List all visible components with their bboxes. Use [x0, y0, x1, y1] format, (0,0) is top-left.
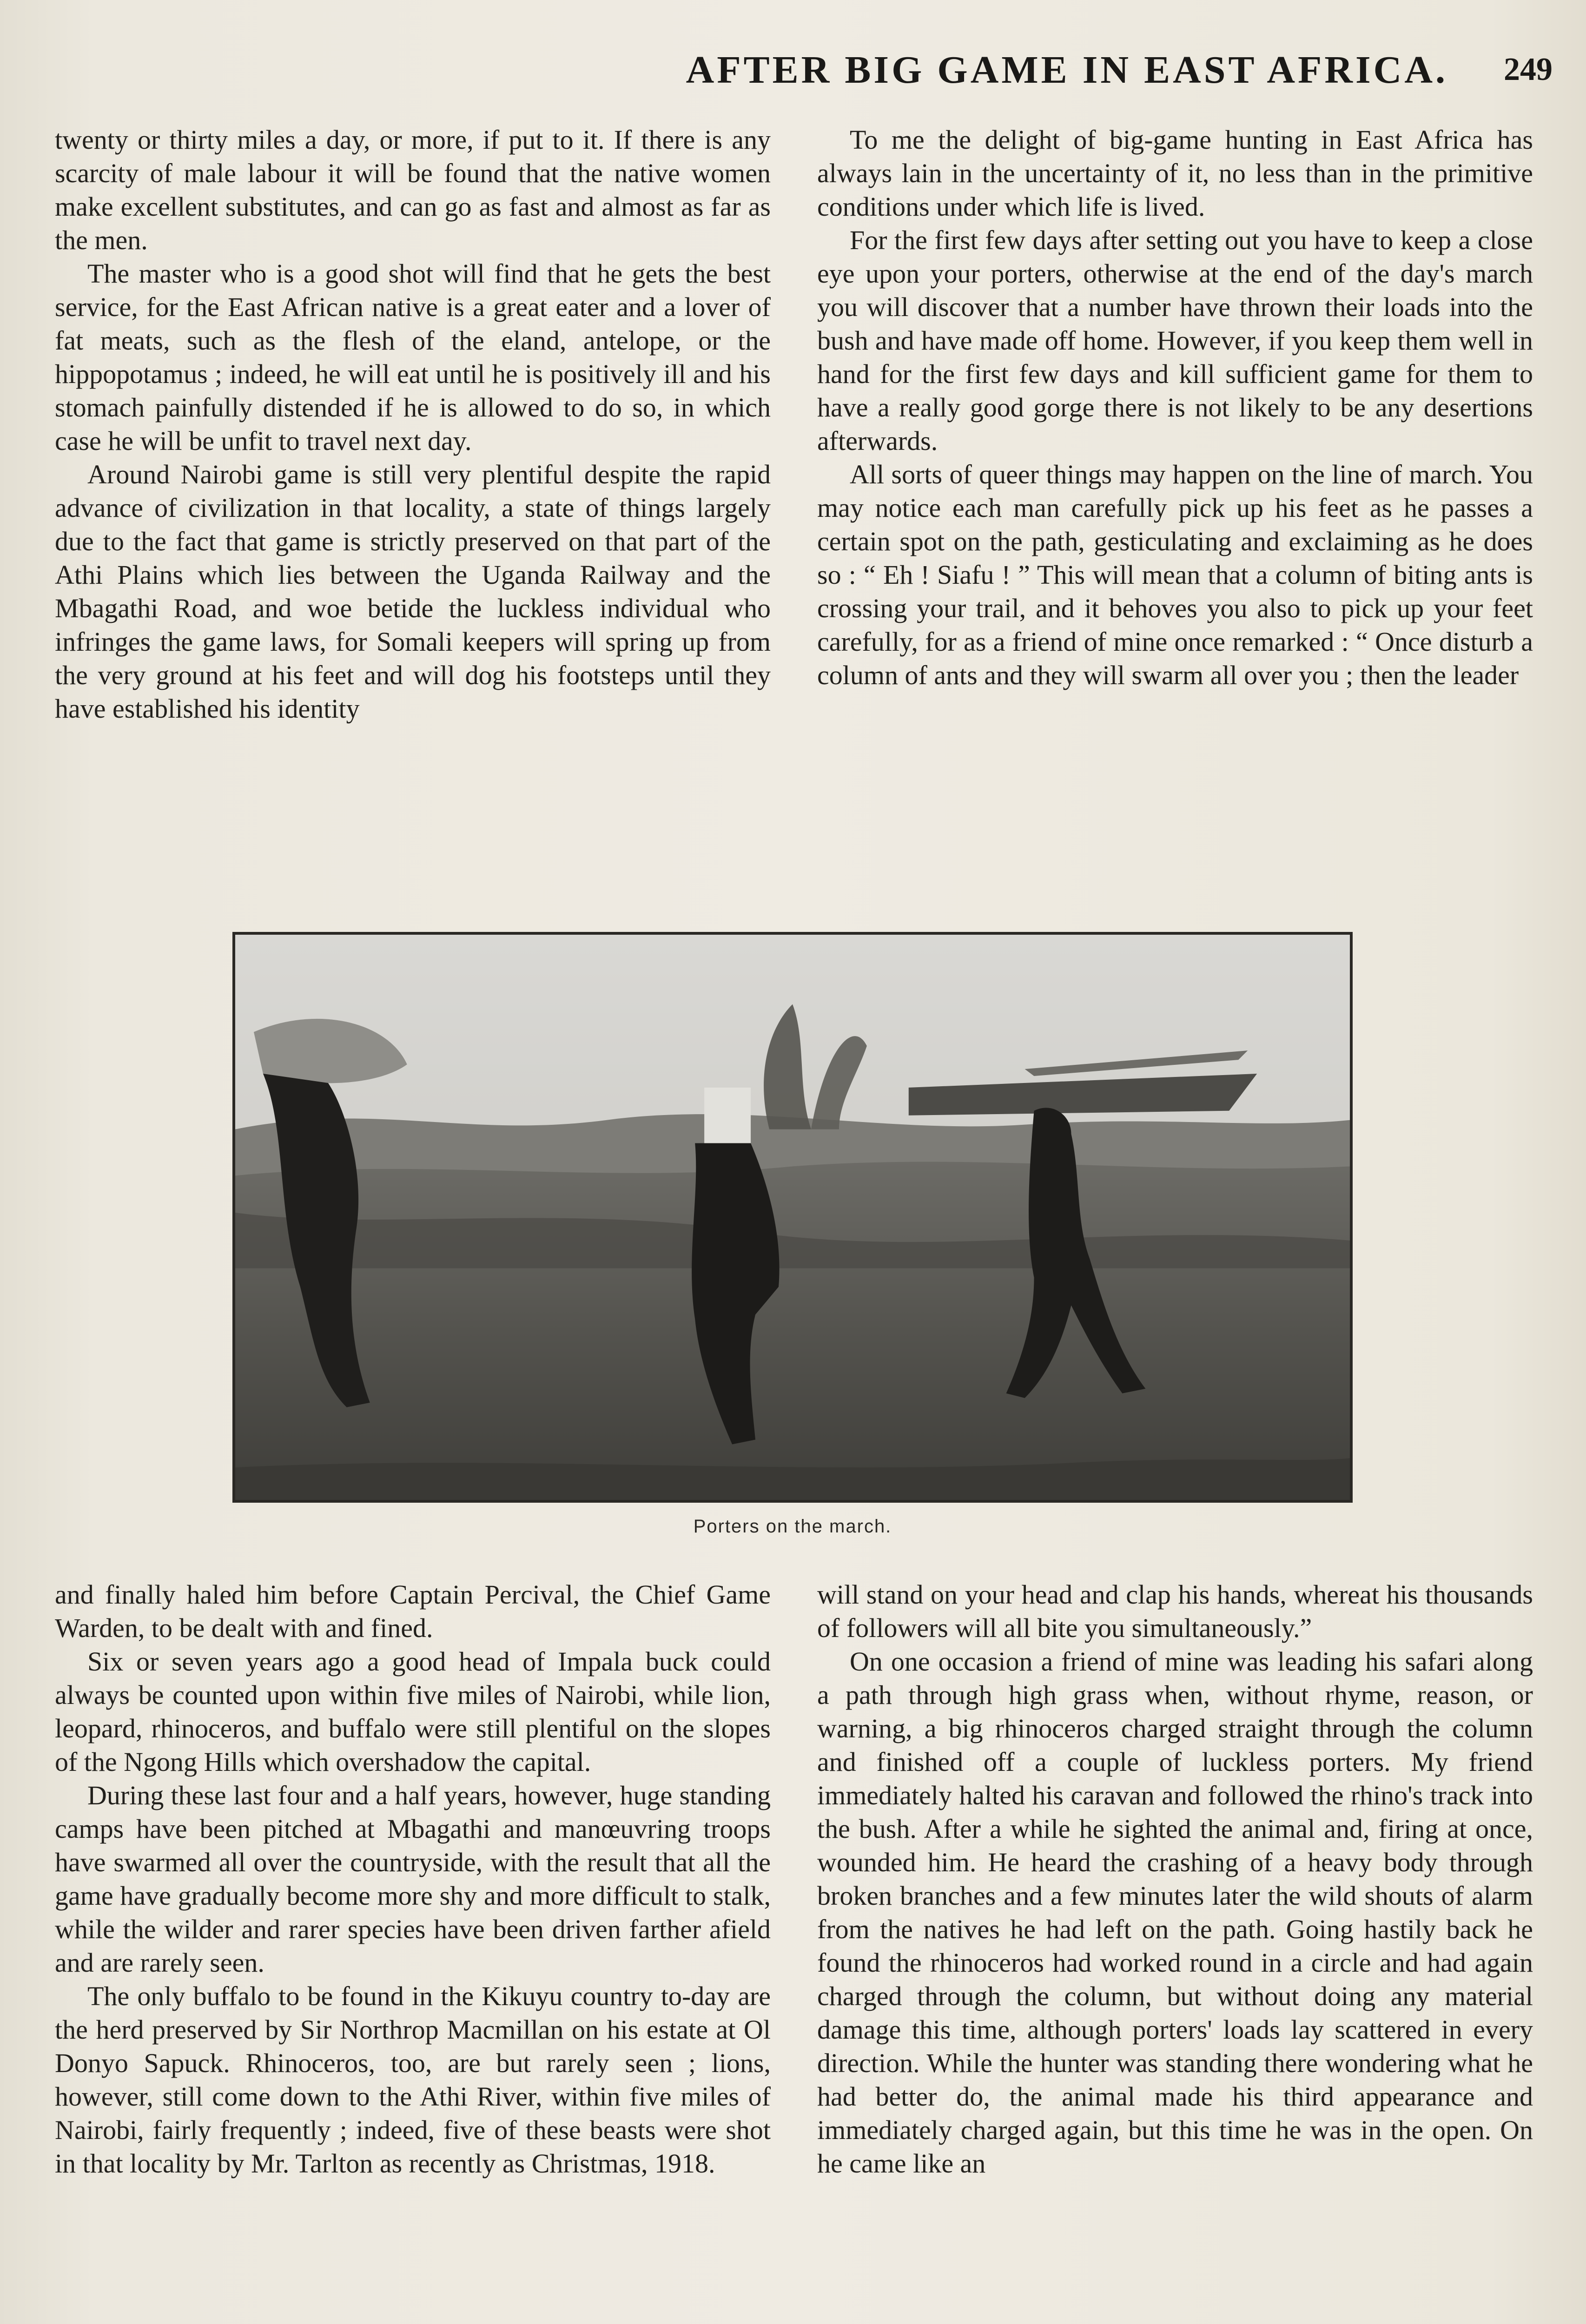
photo-illustration — [235, 935, 1350, 1500]
paragraph: will stand on your head and clap his hands, whereat his thousands of followers will all bite you simultaneously.” — [817, 1579, 1533, 1643]
page-number: 249 — [1504, 52, 1553, 87]
paragraph: The master who is a good shot will find that he gets the best service, for the East African native is a great eater and a lover of fat meats, such as the flesh of the eland, antelope, or the hippopotamus ; indeed, he will eat until he is positively ill and his stomach painfully distended if he is allowed to do so, in which case he will be unfit to travel next day. — [55, 258, 771, 456]
paragraph: For the first few days after setting out you have to keep a close eye upon your porters, otherwise at the end of the day's march you will discover that a number have thrown their loads into the bush and have made off home. However, if you keep them well in hand for the first few days and kill sufficient game for them to have a really good gorge there is not likely to be any desertions afterwards. — [817, 225, 1533, 456]
paragraph: Six or seven years ago a good head of Impala buck could always be counted upon within five miles of Nairobi, while lion, leopard, rhinoceros, and buffalo were still plentiful on the slopes of the Ngong Hills which overshadow the capital. — [55, 1646, 771, 1777]
running-head — [548, 44, 1553, 95]
paragraph: During these last four and a half years, however, huge standing camps have been pitched at Mbagathi and manœuvring troops have swarmed all over the countryside, with the result that all the game have gradually become more shy and more difficult to stalk, while the wilder and rarer species have been driven farther afield and are rarely seen. — [55, 1780, 771, 1978]
paragraph: To me the delight of big-game hunting in East Africa has always lain in the uncertainty of it, no less than in the primitive conditions under which life is lived. — [817, 125, 1533, 222]
paragraph: On one occasion a friend of mine was leading his safari along a path through high grass when, without rhyme, reason, or warning, a big rhinoceros charged straight through the column and finished off a couple of luckless porters. My friend immediately halted his caravan and followed the rhino's track into the bush. After a while he sighted the animal and, firing at once, wounded him. He heard the crashing of a heavy body through broken branches and a few minutes later the wild shouts of alarm from the natives he had left on the path. Going hastily back he found the rhinoceros had worked round in a circle and had again charged through the column, but without doing any material damage this time, although porters' loads lay scattered in every direction. While the hunter was standing there wondering what he had better do, the animal made his third appearance and immediately charged again, but this time he was in the open. On he came like an — [817, 1646, 1533, 2179]
paragraph: twenty or thirty miles a day, or more, if put to it. If there is any scarcity of male labour it will be found that the native women make excellent substitutes, and can go as fast and almost as far as the men. — [55, 125, 771, 255]
column-bottom-left — [55, 1578, 771, 2324]
paragraph: Around Nairobi game is still very plentiful despite the rapid advance of civilization in that locality, a state of things largely due to the fact that game is strictly preserved on that part of the Athi Plains which lies between the Uganda Railway and the Mbagathi Road, and woe betide the luckless individual who infringes the game laws, for Somali keepers will spring up from the very ground at his feet and will dog his footsteps until they have established his identity — [55, 459, 771, 724]
column-bottom-right — [817, 1578, 1533, 2324]
paragraph: and finally haled him before Captain Percival, the Chief Game Warden, to be dealt with and fined. — [55, 1579, 771, 1643]
photo-caption: Porters on the march. — [693, 1516, 892, 1537]
paragraph: The only buffalo to be found in the Kikuyu country to-day are the herd preserved by Sir Northrop Macmillan on his estate at Ol Donyo Sapuck. Rhinoceros, too, are but rarely seen ; lions, however, still come down to the Athi River, within five miles of Nairobi, fairly frequently ; indeed, five of these beasts were shot in that locality by Mr. Tarlton as recently as Christmas, 1918. — [55, 1981, 771, 2179]
porters-photograph — [232, 932, 1353, 1503]
column-top-right — [817, 123, 1533, 895]
paragraph: All sorts of queer things may happen on the line of march. You may notice each man carefully pick up his feet as he passes a certain spot on the path, gesticulating and exclaiming as he does so : “ Eh ! Siafu ! ” This will mean that a column of biting ants is crossing your trail, and it behoves you also to pick up your feet carefully, for as a friend of mine once remarked : “ Once disturb a column of ants and they will swarm all over you ; then the leader — [817, 459, 1533, 690]
running-title: AFTER BIG GAME IN EAST AFRICA. — [686, 48, 1448, 92]
column-top-left — [55, 123, 771, 895]
